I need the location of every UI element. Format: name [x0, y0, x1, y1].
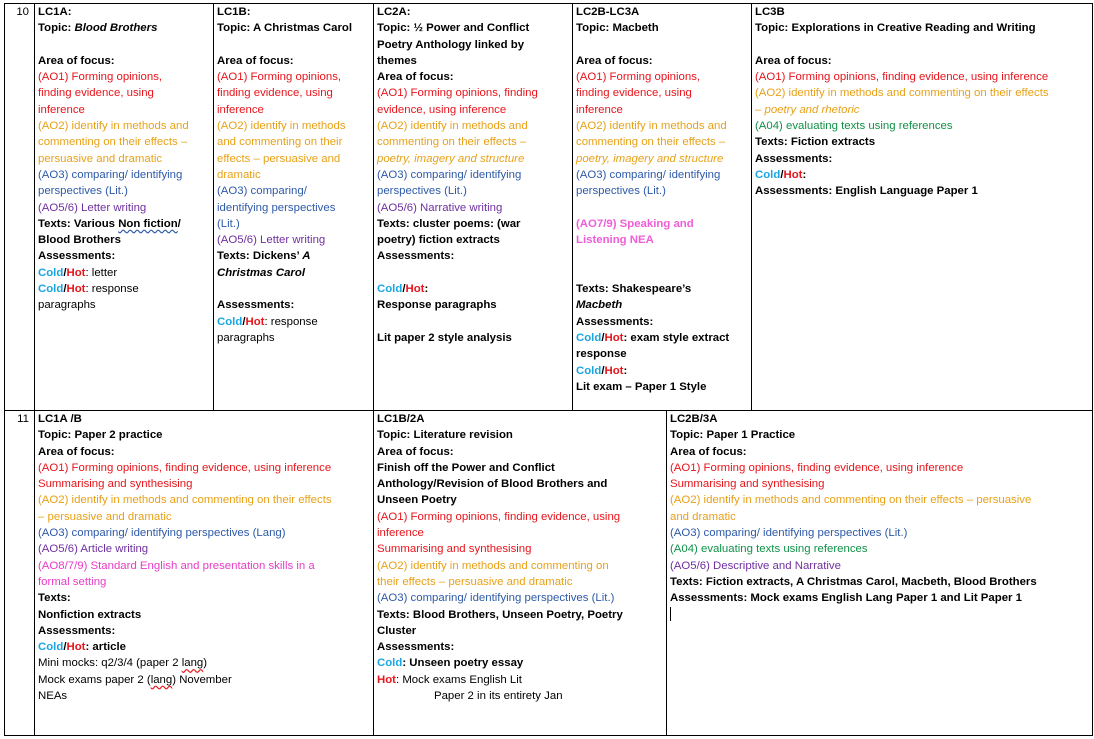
ao3-line: perspectives (Lit.) [38, 185, 128, 198]
spacer [576, 37, 748, 53]
area-of-focus: Area of focus: [38, 445, 115, 458]
ao2-line: (AO2) identify in methods and [38, 120, 189, 133]
hot-label: Hot [66, 283, 86, 296]
cold-label: Cold [377, 657, 403, 670]
ao2-line: and dramatic [670, 510, 736, 523]
texts-line [38, 216, 210, 232]
ao8-line: (AO8/7/9) Standard English and presentation skills in a [38, 559, 315, 572]
assessments-label: Assessments: [217, 299, 295, 312]
assessment-text: : Mock exams English Lit [395, 673, 522, 686]
topic: themes [377, 54, 417, 67]
cell-lc2b-lc3a[interactable] [573, 4, 752, 411]
ao5-line: (AO5/6) Narrative writing [377, 201, 503, 214]
unit-code: LC1B: [217, 6, 251, 18]
hot-label: Hot [783, 168, 803, 181]
area-of-focus: Area of focus: [576, 54, 653, 67]
texts-nonfiction: Non fiction [118, 217, 178, 230]
texts-prefix: Texts: Various [38, 217, 119, 230]
ao3-line: (AO3) comparing/ [217, 185, 307, 198]
row-number [5, 4, 35, 411]
hot-label: Hot [405, 283, 425, 296]
ao1-line: (AO1) Forming opinions, finding evidence, using [377, 510, 621, 523]
assessment-text: paragraphs [217, 331, 275, 344]
spacer [377, 265, 569, 281]
slash: / [601, 364, 605, 377]
hot-label: Hot [245, 315, 265, 328]
summarising-line: Summarising and synthesising [38, 478, 193, 491]
texts-line: Blood Brothers [38, 234, 121, 247]
assessment-text: paragraphs [38, 299, 96, 312]
ao2-line: (AO2) identify in methods and commenting on their effects [38, 494, 332, 507]
assessment-text: : article [85, 641, 126, 654]
text-cursor[interactable] [670, 607, 1089, 624]
slash: / [63, 283, 67, 296]
focus-line: Unseen Poetry [377, 494, 457, 507]
ao5-line: (AO5/6) Descriptive and Narrative [670, 559, 841, 572]
ao3-line: (AO3) comparing/ identifying perspectives (Lang) [38, 527, 286, 540]
ao2-line: (AO2) identify in methods and [377, 120, 528, 133]
assessment-text: : exam style extract [623, 331, 730, 344]
text-part: lang [150, 673, 173, 686]
ao2-line: (AO2) identify in methods and commenting on their effects [755, 87, 1049, 100]
cell-lc2b-3a[interactable] [667, 411, 1093, 736]
ao2-line: poetry, imagery and structure [576, 152, 724, 165]
slash: / [63, 641, 67, 654]
assessment-item [377, 281, 569, 297]
assessments-line: Assessments: Mock exams English Lang Paper 1 and Lit Paper 1 [670, 592, 1022, 605]
ao2-line: (AO2) identify in methods and commenting on their effects – persuasive [670, 494, 1032, 507]
ao2-line: commenting on their effects – [377, 136, 527, 149]
ao3-line: identifying perspectives [217, 201, 336, 214]
area-of-focus: Area of focus: [377, 445, 454, 458]
hot-label: Hot [377, 673, 396, 686]
area-of-focus: Area of focus: [38, 54, 115, 67]
assessment-text: Paper 2 in its entirety Jan [434, 690, 563, 703]
assessment-item [377, 672, 663, 688]
texts-line: Cluster [377, 624, 417, 637]
hot-label: Hot [66, 266, 86, 279]
ao1-line: finding evidence, using [576, 87, 692, 100]
unit-code: LC1B/2A [377, 413, 425, 425]
assessment-text: : response [264, 315, 318, 328]
slash: / [63, 266, 67, 279]
assessments-label: Assessments: [576, 315, 654, 328]
assessment-text: : response [85, 283, 139, 296]
cell-lc1b[interactable] [214, 4, 374, 411]
slash: / [242, 315, 246, 328]
assessment-text: : Unseen poetry essay [402, 657, 524, 670]
summarising-line: Summarising and synthesising [377, 543, 532, 556]
topic: Topic: Macbeth [576, 22, 659, 35]
cold-label: Cold [377, 283, 403, 296]
colon: : [424, 283, 429, 296]
spacer [755, 37, 1089, 53]
assessments-label: Assessments: [755, 152, 833, 165]
assessment-item [377, 655, 663, 671]
text-part: ) [203, 657, 208, 670]
texts-line: Macbeth [576, 299, 623, 312]
row-number-label: 11 [17, 413, 29, 425]
curriculum-table [4, 3, 1093, 736]
ao3-line: (AO3) comparing/ identifying perspectives (Lit.) [377, 592, 615, 605]
slash: / [402, 283, 406, 296]
ao2-line: poetry, imagery and structure [377, 152, 525, 165]
ao2-line: commenting on their effects – [576, 136, 726, 149]
ao3-line: (AO3) comparing/ identifying perspectives (Lit.) [670, 527, 908, 540]
summarising-line: Summarising and synthesising [670, 478, 825, 491]
ao5-line: (AO5/6) Article writing [38, 543, 149, 556]
ao1-line: inference [38, 103, 85, 116]
ao5-line: (AO5/6) Letter writing [217, 234, 326, 247]
ao1-line: (AO1) Forming opinions, finding evidence, using inference [670, 461, 964, 474]
assessments-label: Assessments: [38, 624, 116, 637]
topic: Topic: Explorations in Creative Reading and Writing [755, 22, 1036, 35]
ao1-line: finding evidence, using [38, 87, 154, 100]
ao3-line: perspectives (Lit.) [377, 185, 467, 198]
cell-lc1a[interactable] [35, 4, 214, 411]
topic: Topic: Paper 2 practice [38, 429, 163, 442]
ao2-line: their effects – persuasive and dramatic [377, 575, 573, 588]
ao2-line: (AO2) identify in methods and commenting on [377, 559, 609, 572]
cell-lc3b[interactable] [752, 4, 1093, 411]
assessments-label: Assessments: [38, 250, 116, 263]
ao1-line: inference [377, 527, 424, 540]
texts-line: Texts: Shakespeare’s [576, 283, 692, 296]
text-part: Mock exams paper 2 ( [38, 673, 151, 686]
texts-prefix: Texts: Dickens’ [217, 250, 303, 263]
assessment-item [217, 314, 370, 330]
mock-exams-line [38, 672, 370, 688]
cold-label: Cold [38, 641, 64, 654]
neas-line: NEAs [38, 690, 68, 703]
cursor-caret [670, 607, 671, 621]
spacer [576, 265, 748, 281]
assessment-text: Assessments: English Language Paper 1 [755, 185, 978, 198]
topic: Topic: A Christmas Carol [217, 22, 353, 35]
colon: : [802, 168, 807, 181]
ao2-line: dramatic [217, 168, 261, 181]
text-part: ) November [172, 673, 232, 686]
ao4-line: (A04) evaluating texts using references [755, 120, 953, 133]
topic: Poetry Anthology linked by [377, 38, 525, 51]
cold-label: Cold [576, 331, 602, 344]
topic: Topic: Literature revision [377, 429, 513, 442]
slash: / [601, 331, 605, 344]
area-of-focus: Area of focus: [755, 54, 832, 67]
focus-line: Anthology/Revision of Blood Brothers and [377, 478, 608, 491]
unit-code: LC1A /B [38, 413, 82, 425]
ao3-line: (AO3) comparing/ identifying [377, 168, 522, 181]
area-of-focus: Area of focus: [217, 54, 294, 67]
ao2-line: persuasive and dramatic [38, 152, 163, 165]
ao1-line: (AO1) Forming opinions, [38, 71, 163, 84]
ao2-line: commenting on their effects – [38, 136, 188, 149]
texts-line: Texts: Fiction extracts [755, 136, 876, 149]
assessments-label: Assessments: [377, 641, 455, 654]
ao3-line: (Lit.) [217, 217, 240, 230]
cold-label: Cold [38, 266, 64, 279]
cold-label: Cold [755, 168, 781, 181]
assessments-label: Assessments: [377, 250, 455, 263]
texts-line: Christmas Carol [217, 266, 305, 279]
ao1-line: inference [217, 103, 264, 116]
ao8-line: formal setting [38, 575, 107, 588]
area-of-focus: Area of focus: [377, 71, 454, 84]
cell-lc2a[interactable] [374, 4, 573, 411]
spacer [217, 37, 370, 53]
texts-line: Texts: cluster poems: (war [377, 217, 521, 230]
assessment-item [755, 167, 1089, 183]
ao1-line: (AO1) Forming opinions, finding evidence, using inference [755, 71, 1049, 84]
ao3-line: (AO3) comparing/ identifying [38, 168, 183, 181]
topic-prefix: Topic: [38, 22, 75, 35]
assessment-text: Lit paper 2 style analysis [377, 331, 512, 344]
row-10 [5, 4, 1093, 411]
texts-line: Texts: Fiction extracts, A Christmas Carol, Macbeth, Blood Brothers [670, 575, 1037, 588]
ao7-line: Listening NEA [576, 234, 654, 247]
texts-line [217, 248, 370, 264]
row-number [5, 411, 35, 736]
ao1-line: evidence, using inference [377, 103, 507, 116]
assessment-item [38, 265, 210, 281]
assessment-text: Lit exam – Paper 1 Style [576, 380, 707, 393]
ao7-line: (AO7/9) Speaking and [576, 217, 694, 230]
ao1-line: (AO1) Forming opinions, finding [377, 87, 538, 100]
ao2-line: – poetry and rhetoric [755, 103, 860, 116]
assessment-item [38, 281, 210, 297]
ao2-line: effects – persuasive and [217, 152, 341, 165]
spacer [217, 281, 370, 297]
ao4-line: (A04) evaluating texts using references [670, 543, 868, 556]
ao3-line: (AO3) comparing/ identifying [576, 168, 721, 181]
row-11 [5, 411, 1093, 736]
assessment-text: Response paragraphs [377, 299, 497, 312]
spacer [576, 200, 748, 216]
cold-label: Cold [576, 364, 602, 377]
unit-code: LC1A: [38, 6, 72, 18]
topic: Topic: Paper 1 Practice [670, 429, 796, 442]
texts-title: A [302, 250, 311, 263]
assessment-text: : letter [85, 266, 118, 279]
unit-code: LC3B [755, 6, 785, 18]
ao2-line: – persuasive and dramatic [38, 510, 172, 523]
texts-slash: / [177, 217, 181, 230]
topic: Topic: ½ Power and Conflict [377, 22, 530, 35]
ao3-line: perspectives (Lit.) [576, 185, 666, 198]
ao1-line: finding evidence, using [217, 87, 333, 100]
cold-label: Cold [38, 283, 64, 296]
assessment-item [576, 363, 748, 379]
ao2-line: (AO2) identify in methods and [576, 120, 727, 133]
colon: : [623, 364, 628, 377]
text-part: Mini mocks: q2/3/4 (paper 2 [38, 657, 182, 670]
ao1-line: (AO1) Forming opinions, [217, 71, 342, 84]
ao1-line: (AO1) Forming opinions, finding evidence, using inference [38, 461, 332, 474]
row-number-label: 10 [16, 6, 29, 18]
hot-label: Hot [604, 331, 624, 344]
texts-line: Texts: Blood Brothers, Unseen Poetry, Poetry [377, 608, 623, 621]
ao5-line: (AO5/6) Letter writing [38, 201, 147, 214]
assessment-item [576, 330, 748, 346]
unit-code: LC2A: [377, 6, 411, 18]
texts-line: Texts: [38, 592, 71, 605]
cold-label: Cold [217, 315, 243, 328]
unit-code: LC2B-LC3A [576, 6, 640, 18]
spacer [576, 248, 748, 264]
assessment-item [38, 639, 370, 655]
ao1-line: inference [576, 103, 623, 116]
topic [38, 20, 210, 36]
spacer [38, 37, 210, 53]
slash: / [780, 168, 784, 181]
texts-line: Nonfiction extracts [38, 608, 142, 621]
assessment-text: response [576, 348, 627, 361]
hot-label: Hot [604, 364, 624, 377]
focus-line: Finish off the Power and Conflict [377, 461, 555, 474]
texts-line: poetry) fiction extracts [377, 234, 500, 247]
ao2-line: (AO2) identify in methods [217, 120, 346, 133]
mini-mocks-line [38, 655, 370, 671]
spacer [377, 314, 569, 330]
topic-title: Blood Brothers [74, 22, 158, 35]
area-of-focus: Area of focus: [670, 445, 747, 458]
cell-lc1ab[interactable] [35, 411, 374, 736]
cell-lc1b-2a[interactable] [374, 411, 667, 736]
ao1-line: (AO1) Forming opinions, [576, 71, 701, 84]
unit-code: LC2B/3A [670, 413, 718, 425]
ao2-line: and commenting on their [217, 136, 343, 149]
text-part: lang [181, 657, 204, 670]
hot-label: Hot [66, 641, 86, 654]
